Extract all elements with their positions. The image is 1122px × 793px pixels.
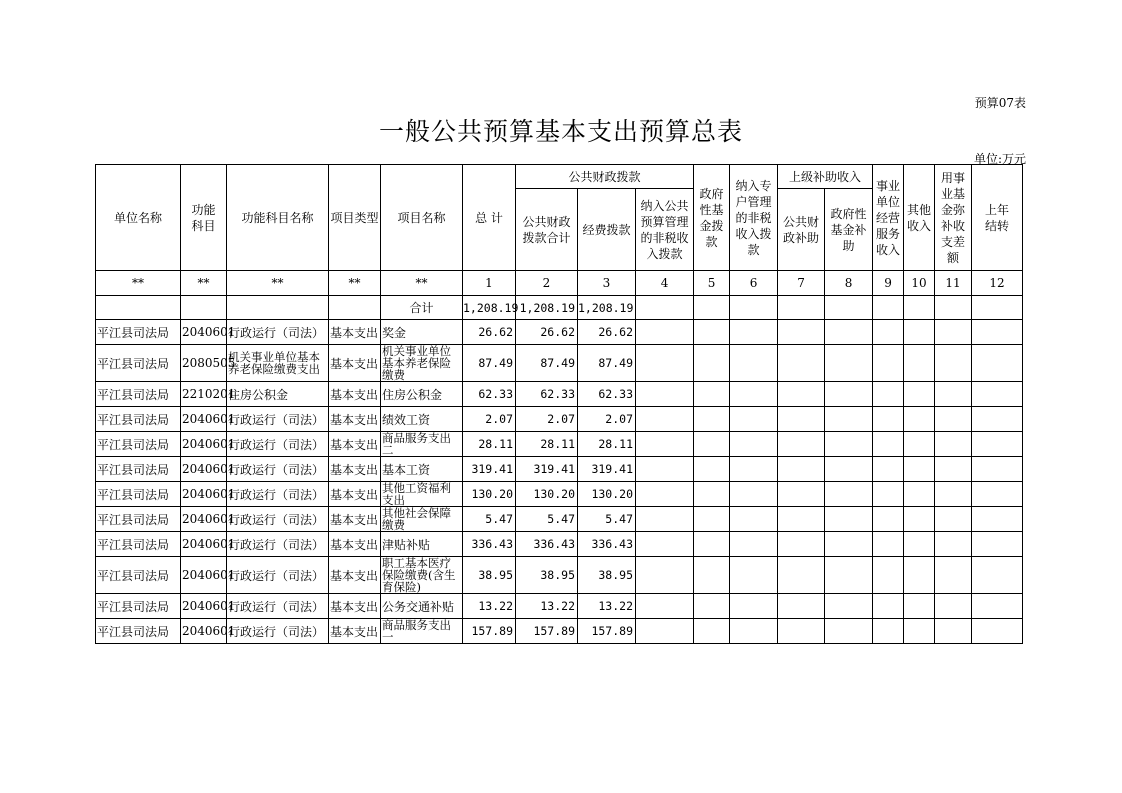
code-cell: 2210201 bbox=[181, 382, 227, 407]
total-cell: 157.89 bbox=[463, 619, 516, 644]
empty-cell bbox=[972, 320, 1023, 345]
empty-cell bbox=[904, 320, 935, 345]
empty-cell bbox=[636, 345, 694, 382]
empty-cell bbox=[904, 432, 935, 457]
code-cell: 2040601 bbox=[181, 557, 227, 594]
item-cell: 其他工资福利支出 bbox=[381, 482, 463, 507]
total-cell: 319.41 bbox=[463, 457, 516, 482]
empty-cell bbox=[904, 619, 935, 644]
item-cell: 职工基本医疗保险缴费(含生育保险) bbox=[381, 557, 463, 594]
item-cell: 公务交通补贴 bbox=[381, 594, 463, 619]
unit-cell: 平江县司法局 bbox=[96, 382, 181, 407]
empty-cell bbox=[694, 507, 730, 532]
pf-total-cell: 319.41 bbox=[516, 457, 578, 482]
func-cell: 住房公积金 bbox=[227, 382, 329, 407]
table-row bbox=[96, 482, 1023, 507]
type-cell: 基本支出 bbox=[329, 382, 381, 407]
code-cell: 2040601 bbox=[181, 407, 227, 432]
empty-cell bbox=[873, 532, 904, 557]
empty-cell bbox=[694, 482, 730, 507]
index-cell: ** bbox=[381, 271, 463, 296]
table-row bbox=[96, 594, 1023, 619]
header-carryover: 上年结转 bbox=[972, 165, 1023, 271]
func-cell: 行政运行（司法） bbox=[227, 557, 329, 594]
unit-cell: 平江县司法局 bbox=[96, 320, 181, 345]
empty-cell bbox=[873, 594, 904, 619]
type-cell: 基本支出 bbox=[329, 407, 381, 432]
table-row bbox=[96, 382, 1023, 407]
pf-funds-cell: 13.22 bbox=[578, 594, 636, 619]
total-cell: 13.22 bbox=[463, 594, 516, 619]
empty-cell bbox=[636, 407, 694, 432]
index-cell: 9 bbox=[873, 271, 904, 296]
pf-funds-cell: 2.07 bbox=[578, 407, 636, 432]
empty-cell bbox=[935, 532, 972, 557]
pf-total-cell: 87.49 bbox=[516, 345, 578, 382]
empty-cell bbox=[873, 407, 904, 432]
unit-cell: 平江县司法局 bbox=[96, 507, 181, 532]
empty-cell bbox=[694, 457, 730, 482]
table-row bbox=[96, 557, 1023, 594]
pf-total-cell: 38.95 bbox=[516, 557, 578, 594]
item-cell: 津贴补贴 bbox=[381, 532, 463, 557]
empty-cell bbox=[636, 432, 694, 457]
header-biz-income: 事业单位经营服务收入 bbox=[873, 165, 904, 271]
empty-cell bbox=[825, 507, 873, 532]
header-unit-name: 单位名称 bbox=[96, 165, 181, 271]
pf-funds-cell: 5.47 bbox=[578, 507, 636, 532]
index-cell: 1 bbox=[463, 271, 516, 296]
empty-cell bbox=[972, 532, 1023, 557]
empty-cell bbox=[825, 482, 873, 507]
empty-cell bbox=[825, 532, 873, 557]
empty-cell bbox=[873, 457, 904, 482]
empty-cell bbox=[935, 345, 972, 382]
empty-cell bbox=[825, 619, 873, 644]
total-pf-funds: 1,208.19 bbox=[578, 296, 636, 320]
empty-cell bbox=[694, 432, 730, 457]
empty-cell bbox=[694, 345, 730, 382]
index-cell: 5 bbox=[694, 271, 730, 296]
header-other-income: 其他收入 bbox=[904, 165, 935, 271]
pf-funds-cell: 336.43 bbox=[578, 532, 636, 557]
index-cell: 6 bbox=[730, 271, 778, 296]
unit-cell: 平江县司法局 bbox=[96, 432, 181, 457]
empty-cell bbox=[730, 345, 778, 382]
header-func-code: 功能科目 bbox=[181, 165, 227, 271]
type-cell: 基本支出 bbox=[329, 457, 381, 482]
empty-cell bbox=[825, 345, 873, 382]
pf-total-cell: 62.33 bbox=[516, 382, 578, 407]
header-gov-fund: 政府性基金拨款 bbox=[694, 165, 730, 271]
empty-cell bbox=[825, 557, 873, 594]
type-cell: 基本支出 bbox=[329, 320, 381, 345]
empty-cell bbox=[825, 320, 873, 345]
type-cell: 基本支出 bbox=[329, 507, 381, 532]
empty-cell bbox=[730, 482, 778, 507]
code-cell: 2040601 bbox=[181, 482, 227, 507]
index-cell: 4 bbox=[636, 271, 694, 296]
budget-table bbox=[95, 164, 1023, 644]
unit-cell: 平江县司法局 bbox=[96, 532, 181, 557]
total-cell: 26.62 bbox=[463, 320, 516, 345]
item-cell: 商品服务支出二 bbox=[381, 432, 463, 457]
table-row bbox=[96, 457, 1023, 482]
page-title: 一般公共预算基本支出预算总表 bbox=[378, 117, 743, 146]
empty-cell bbox=[636, 482, 694, 507]
header-upper-gov: 政府性基金补助 bbox=[825, 189, 873, 271]
index-cell: ** bbox=[329, 271, 381, 296]
type-cell: 基本支出 bbox=[329, 432, 381, 457]
empty-cell bbox=[972, 345, 1023, 382]
empty-cell bbox=[636, 382, 694, 407]
empty-cell bbox=[636, 619, 694, 644]
item-cell: 住房公积金 bbox=[381, 382, 463, 407]
item-cell: 机关事业单位基本养老保险缴费 bbox=[381, 345, 463, 382]
empty-cell bbox=[873, 320, 904, 345]
empty-cell bbox=[730, 507, 778, 532]
header-special-nontax: 纳入专户管理的非税收入拨款 bbox=[730, 165, 778, 271]
func-cell: 行政运行（司法） bbox=[227, 619, 329, 644]
index-cell: 2 bbox=[516, 271, 578, 296]
total-cell: 5.47 bbox=[463, 507, 516, 532]
total-cell: 336.43 bbox=[463, 532, 516, 557]
type-cell: 基本支出 bbox=[329, 532, 381, 557]
pf-funds-cell: 157.89 bbox=[578, 619, 636, 644]
total-row bbox=[96, 296, 1023, 320]
empty-cell bbox=[935, 457, 972, 482]
pf-total-cell: 157.89 bbox=[516, 619, 578, 644]
empty-cell bbox=[778, 594, 825, 619]
empty-cell bbox=[873, 482, 904, 507]
header-item-name: 项目名称 bbox=[381, 165, 463, 271]
pf-total-cell: 130.20 bbox=[516, 482, 578, 507]
func-cell: 行政运行（司法） bbox=[227, 320, 329, 345]
empty-cell bbox=[904, 557, 935, 594]
func-cell: 机关事业单位基本养老保险缴费支出 bbox=[227, 345, 329, 382]
empty-cell bbox=[694, 532, 730, 557]
unit-cell: 平江县司法局 bbox=[96, 407, 181, 432]
header-total: 总 计 bbox=[463, 165, 516, 271]
pf-funds-cell: 130.20 bbox=[578, 482, 636, 507]
empty-cell bbox=[935, 594, 972, 619]
func-cell: 行政运行（司法） bbox=[227, 407, 329, 432]
header-pf-total: 公共财政拨款合计 bbox=[516, 189, 578, 271]
empty-cell bbox=[825, 432, 873, 457]
empty-cell bbox=[972, 482, 1023, 507]
item-cell: 奖金 bbox=[381, 320, 463, 345]
empty-cell bbox=[904, 532, 935, 557]
header-upper-subsidy: 上级补助收入 bbox=[778, 165, 873, 189]
index-cell: ** bbox=[181, 271, 227, 296]
unit-cell: 平江县司法局 bbox=[96, 345, 181, 382]
empty-cell bbox=[778, 457, 825, 482]
unit-cell: 平江县司法局 bbox=[96, 482, 181, 507]
header-upper-public: 公共财政补助 bbox=[778, 189, 825, 271]
empty-cell bbox=[778, 619, 825, 644]
empty-cell bbox=[935, 507, 972, 532]
empty-cell bbox=[730, 382, 778, 407]
empty-cell bbox=[730, 557, 778, 594]
empty-cell bbox=[904, 457, 935, 482]
empty-cell bbox=[825, 407, 873, 432]
empty-cell bbox=[730, 457, 778, 482]
empty-cell bbox=[873, 619, 904, 644]
empty-cell bbox=[972, 432, 1023, 457]
func-cell: 行政运行（司法） bbox=[227, 594, 329, 619]
empty-cell bbox=[825, 594, 873, 619]
func-cell: 行政运行（司法） bbox=[227, 432, 329, 457]
func-cell: 行政运行（司法） bbox=[227, 482, 329, 507]
empty-cell bbox=[778, 345, 825, 382]
header-public-finance: 公共财政拨款 bbox=[516, 165, 694, 189]
type-cell: 基本支出 bbox=[329, 619, 381, 644]
empty-cell bbox=[972, 594, 1023, 619]
code-cell: 2040601 bbox=[181, 432, 227, 457]
empty-cell bbox=[778, 320, 825, 345]
item-cell: 其他社会保障缴费 bbox=[381, 507, 463, 532]
total-cell: 130.20 bbox=[463, 482, 516, 507]
unit-cell: 平江县司法局 bbox=[96, 557, 181, 594]
empty-cell bbox=[935, 407, 972, 432]
empty-cell bbox=[778, 432, 825, 457]
index-cell: ** bbox=[227, 271, 329, 296]
pf-funds-cell: 319.41 bbox=[578, 457, 636, 482]
empty-cell bbox=[972, 407, 1023, 432]
code-cell: 2040601 bbox=[181, 532, 227, 557]
empty-cell bbox=[904, 594, 935, 619]
code-cell: 2040601 bbox=[181, 457, 227, 482]
empty-cell bbox=[694, 407, 730, 432]
empty-cell bbox=[694, 619, 730, 644]
type-cell: 基本支出 bbox=[329, 594, 381, 619]
empty-cell bbox=[904, 345, 935, 382]
type-cell: 基本支出 bbox=[329, 482, 381, 507]
index-cell: 8 bbox=[825, 271, 873, 296]
pf-total-cell: 26.62 bbox=[516, 320, 578, 345]
index-cell: ** bbox=[96, 271, 181, 296]
empty-cell bbox=[778, 482, 825, 507]
empty-cell bbox=[873, 432, 904, 457]
empty-cell bbox=[730, 432, 778, 457]
empty-cell bbox=[730, 532, 778, 557]
code-cell: 2040601 bbox=[181, 619, 227, 644]
empty-cell bbox=[873, 382, 904, 407]
header-item-type: 项目类型 bbox=[329, 165, 381, 271]
type-cell: 基本支出 bbox=[329, 345, 381, 382]
empty-cell bbox=[778, 557, 825, 594]
code-cell: 2040601 bbox=[181, 320, 227, 345]
empty-cell bbox=[825, 382, 873, 407]
pf-total-cell: 2.07 bbox=[516, 407, 578, 432]
pf-total-cell: 336.43 bbox=[516, 532, 578, 557]
index-cell: 12 bbox=[972, 271, 1023, 296]
empty-cell bbox=[972, 507, 1023, 532]
header-pf-funds: 经费拨款 bbox=[578, 189, 636, 271]
empty-cell bbox=[935, 619, 972, 644]
table-row bbox=[96, 507, 1023, 532]
total-total: 1,208.19 bbox=[463, 296, 516, 320]
total-pf-total: 1,208.19 bbox=[516, 296, 578, 320]
table-row bbox=[96, 619, 1023, 644]
empty-cell bbox=[778, 382, 825, 407]
empty-cell bbox=[636, 507, 694, 532]
func-cell: 行政运行（司法） bbox=[227, 457, 329, 482]
empty-cell bbox=[972, 619, 1023, 644]
empty-cell bbox=[694, 320, 730, 345]
code-cell: 2080505 bbox=[181, 345, 227, 382]
empty-cell bbox=[730, 619, 778, 644]
header-pf-nontax: 纳入公共预算管理的非税收入拨款 bbox=[636, 189, 694, 271]
index-cell: 3 bbox=[578, 271, 636, 296]
total-cell: 2.07 bbox=[463, 407, 516, 432]
empty-cell bbox=[935, 382, 972, 407]
empty-cell bbox=[636, 532, 694, 557]
empty-cell bbox=[904, 482, 935, 507]
empty-cell bbox=[778, 507, 825, 532]
item-cell: 商品服务支出一 bbox=[381, 619, 463, 644]
pf-funds-cell: 28.11 bbox=[578, 432, 636, 457]
empty-cell bbox=[873, 345, 904, 382]
total-cell: 38.95 bbox=[463, 557, 516, 594]
empty-cell bbox=[778, 532, 825, 557]
empty-cell bbox=[694, 594, 730, 619]
pf-funds-cell: 62.33 bbox=[578, 382, 636, 407]
table-row bbox=[96, 320, 1023, 345]
func-cell: 行政运行（司法） bbox=[227, 532, 329, 557]
code-cell: 2040601 bbox=[181, 594, 227, 619]
empty-cell bbox=[904, 407, 935, 432]
header-biz-fund: 用事业基金弥补收支差额 bbox=[935, 165, 972, 271]
func-cell: 行政运行（司法） bbox=[227, 507, 329, 532]
index-cell: 7 bbox=[778, 271, 825, 296]
empty-cell bbox=[972, 457, 1023, 482]
empty-cell bbox=[972, 557, 1023, 594]
table-row bbox=[96, 532, 1023, 557]
empty-cell bbox=[778, 407, 825, 432]
total-label: 合计 bbox=[381, 296, 463, 320]
index-cell: 11 bbox=[935, 271, 972, 296]
empty-cell bbox=[972, 382, 1023, 407]
empty-cell bbox=[694, 557, 730, 594]
code-cell: 2040601 bbox=[181, 507, 227, 532]
item-cell: 绩效工资 bbox=[381, 407, 463, 432]
table-row bbox=[96, 407, 1023, 432]
empty-cell bbox=[904, 507, 935, 532]
table-number: 预算07表 bbox=[974, 96, 1026, 110]
pf-total-cell: 13.22 bbox=[516, 594, 578, 619]
empty-cell bbox=[935, 320, 972, 345]
empty-cell bbox=[935, 432, 972, 457]
total-cell: 28.11 bbox=[463, 432, 516, 457]
empty-cell bbox=[730, 594, 778, 619]
empty-cell bbox=[873, 557, 904, 594]
pf-funds-cell: 87.49 bbox=[578, 345, 636, 382]
unit-cell: 平江县司法局 bbox=[96, 619, 181, 644]
type-cell: 基本支出 bbox=[329, 557, 381, 594]
unit-cell: 平江县司法局 bbox=[96, 594, 181, 619]
empty-cell bbox=[636, 594, 694, 619]
empty-cell bbox=[935, 557, 972, 594]
unit-label: 单位:万元 bbox=[973, 152, 1026, 166]
empty-cell bbox=[730, 407, 778, 432]
empty-cell bbox=[730, 320, 778, 345]
empty-cell bbox=[935, 482, 972, 507]
table-row bbox=[96, 345, 1023, 382]
table-row bbox=[96, 432, 1023, 457]
pf-total-cell: 5.47 bbox=[516, 507, 578, 532]
empty-cell bbox=[873, 507, 904, 532]
pf-funds-cell: 26.62 bbox=[578, 320, 636, 345]
total-cell: 62.33 bbox=[463, 382, 516, 407]
empty-cell bbox=[904, 382, 935, 407]
pf-funds-cell: 38.95 bbox=[578, 557, 636, 594]
empty-cell bbox=[694, 382, 730, 407]
empty-cell bbox=[636, 557, 694, 594]
empty-cell bbox=[825, 457, 873, 482]
index-row bbox=[96, 271, 1023, 296]
index-cell: 10 bbox=[904, 271, 935, 296]
empty-cell bbox=[636, 320, 694, 345]
empty-cell bbox=[636, 457, 694, 482]
header-func-name: 功能科目名称 bbox=[227, 165, 329, 271]
unit-cell: 平江县司法局 bbox=[96, 457, 181, 482]
total-cell: 87.49 bbox=[463, 345, 516, 382]
item-cell: 基本工资 bbox=[381, 457, 463, 482]
pf-total-cell: 28.11 bbox=[516, 432, 578, 457]
